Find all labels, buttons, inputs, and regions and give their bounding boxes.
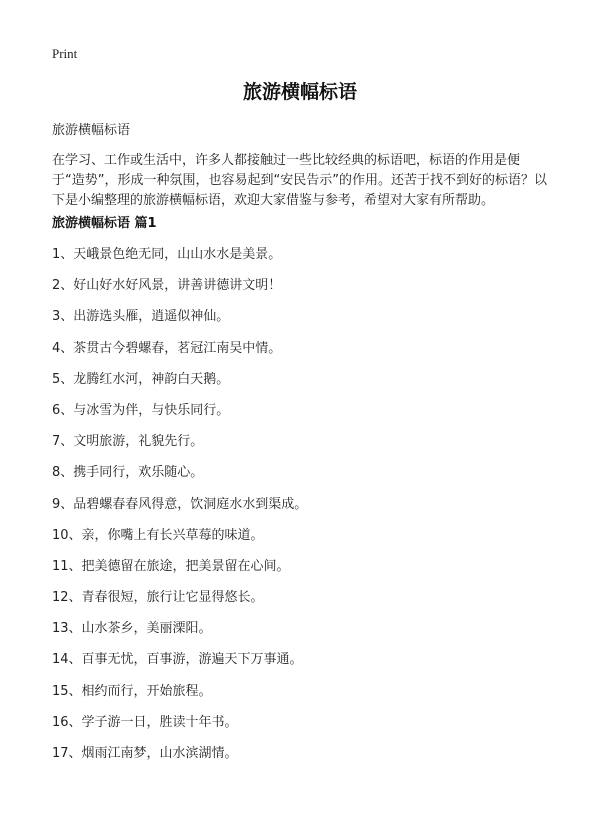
article-subheading: 旅游横幅标语 — [52, 123, 131, 138]
list-item: 4、茶贯古今碧螺春，茗冠江南吴中情。 — [52, 340, 282, 356]
list-item: 11、把美德留在旅途，把美景留在心间。 — [52, 558, 290, 574]
list-item: 12、青春很短，旅行让它显得悠长。 — [52, 590, 264, 606]
list-item: 16、学子游一日，胜读十年书。 — [52, 714, 238, 730]
list-item: 15、相约而行，开始旅程。 — [52, 683, 212, 699]
section-heading: 旅游横幅标语 篇1 — [52, 216, 157, 231]
page-title: 旅游横幅标语 — [242, 81, 357, 103]
list-item: 7、文明旅游，礼貌先行。 — [52, 434, 204, 450]
list-item: 6、与冰雪为伴，与快乐同行。 — [52, 402, 230, 418]
list-item: 9、品碧螺春春风得意，饮洞庭水水到渠成。 — [52, 496, 308, 512]
list-item: 2、好山好水好风景，讲善讲德讲文明！ — [52, 278, 282, 294]
list-item: 10、亲，你嘴上有长兴草莓的味道。 — [52, 527, 264, 543]
list-item: 3、出游选头雁，逍遥似神仙。 — [52, 309, 230, 325]
list-item: 13、山水茶乡，美丽溧阳。 — [52, 621, 212, 637]
intro-paragraph: 在学习、工作或生活中，许多人都接触过一些比较经典的标语吧，标语的作用是便于“造势”，形成一种氛围，也容易起到“安民告示”的作用。还苦于找不到好的标语？以下是小编整理的旅游横幅标语，欢迎大家借鉴与参考，希望对大家有所帮助。 — [52, 153, 547, 208]
list-item: 17、烟雨江南梦，山水滨湖情。 — [52, 746, 238, 761]
list-item: 8、携手同行，欢乐随心。 — [52, 465, 204, 481]
list-item: 1、天峨景色绝无同，山山水水是美景。 — [52, 247, 282, 262]
list-item: 5、龙腾红水河，神韵白天鹅。 — [52, 371, 230, 387]
slogan-list — [52, 246, 307, 776]
print-link[interactable]: Print — [52, 46, 78, 61]
list-item: 14、百事无忧，百事游，游遍天下万事通。 — [52, 652, 303, 668]
